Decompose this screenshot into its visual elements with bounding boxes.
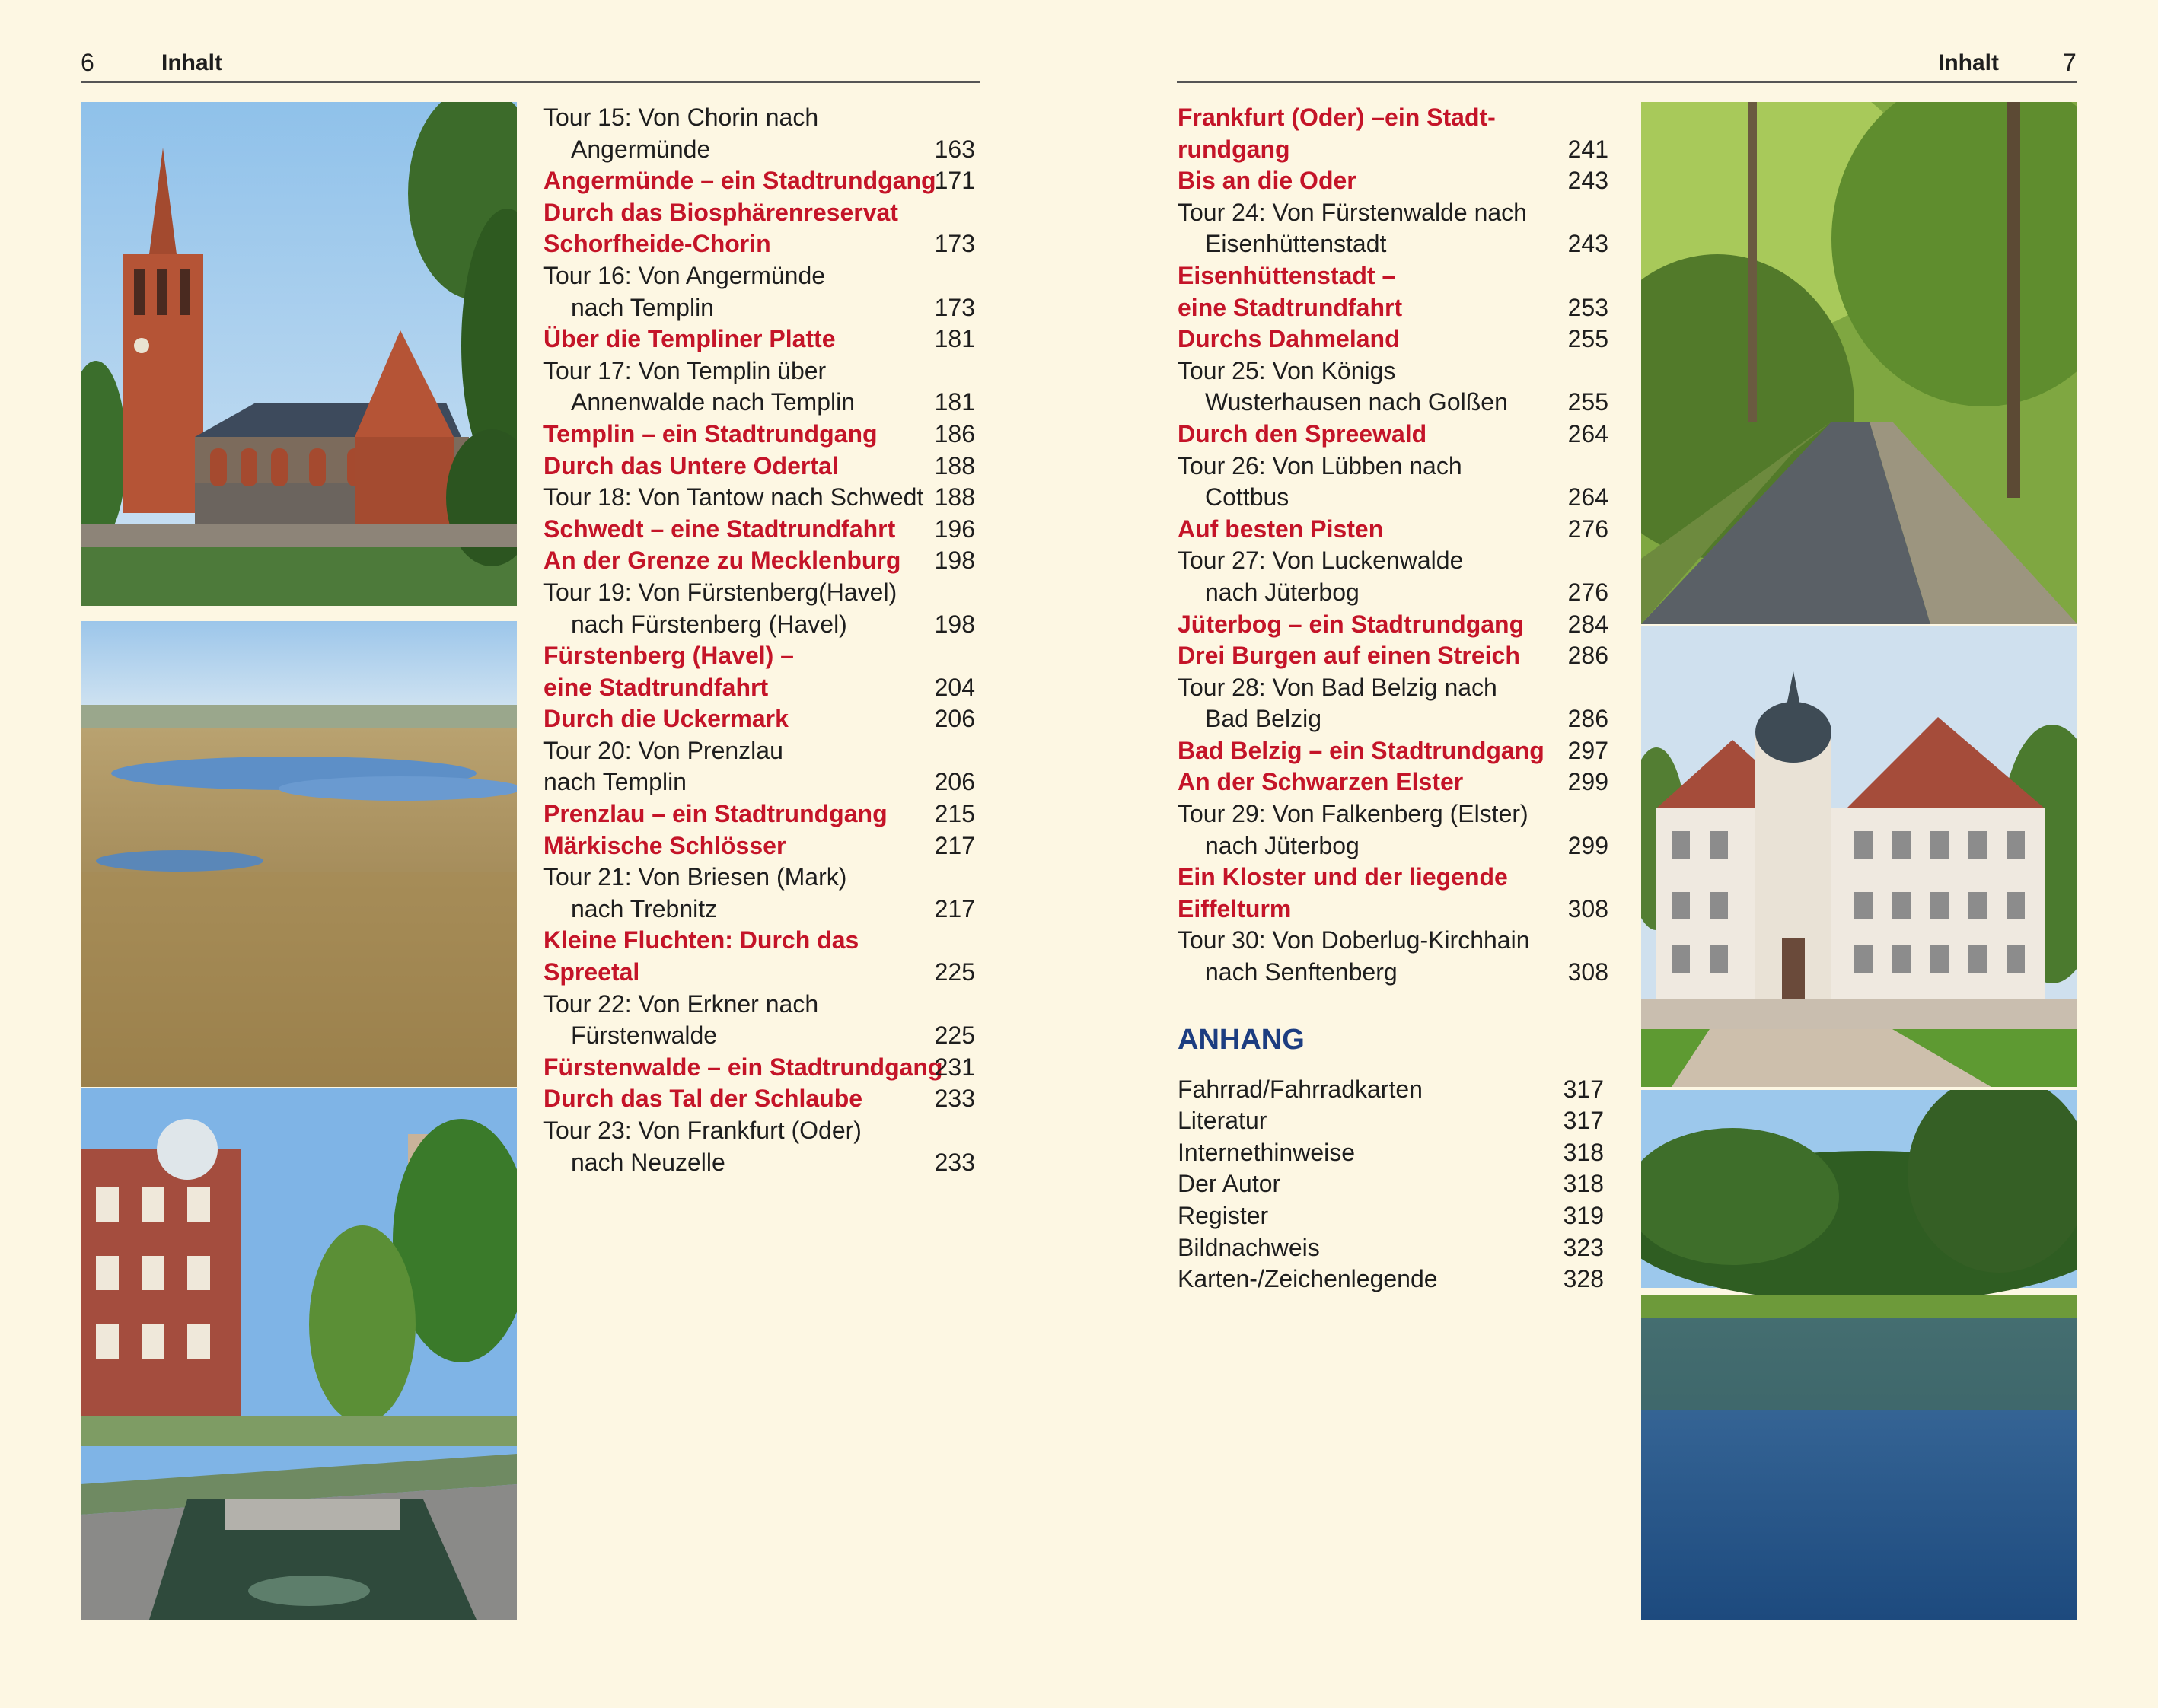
church-photo	[81, 102, 517, 606]
toc-page-number: 255	[1567, 388, 1608, 416]
toc-entry-title: Auf besten Pisten	[1178, 515, 1384, 543]
toc-entry-title: Fürstenwalde – ein Stadtrundgang	[543, 1053, 943, 1081]
toc-page-number: 233	[934, 1148, 975, 1176]
toc-entry-title: Tour 20: Von Prenzlau	[543, 736, 783, 764]
toc-entry	[1178, 102, 1608, 165]
toc-line	[543, 1083, 975, 1115]
toc-entry-title: Durch das Untere Odertal	[543, 451, 839, 480]
toc-page-number: 231	[934, 1053, 975, 1081]
toc-entry-title: Durch das Biosphärenreservat	[543, 198, 898, 226]
toc-entry-title: Tour 21: Von Briesen (Mark)	[543, 863, 847, 891]
toc-entry-title: Tour 24: Von Fürstenwalde nach	[1178, 198, 1527, 226]
right-page-header: Inhalt	[1938, 50, 1999, 75]
toc-line	[543, 323, 975, 355]
toc-page-number: 206	[934, 705, 975, 733]
toc-entry-title: nach Fürstenberg (Havel)	[571, 610, 847, 638]
toc-entry-title: Prenzlau – ein Stadtrundgang	[543, 800, 888, 828]
toc-page-number: 217	[934, 831, 975, 859]
toc-entry	[543, 577, 975, 640]
toc-page-number: 299	[1567, 831, 1608, 859]
toc-page-number: 243	[1567, 230, 1608, 258]
toc-entry-title: rundgang	[1178, 135, 1290, 163]
toc-line	[1178, 798, 1608, 830]
toc-line	[543, 862, 975, 894]
toc-page-number: 173	[934, 293, 975, 321]
toc-line	[543, 545, 975, 577]
toc-entry	[1178, 640, 1608, 672]
appendix-item-page: 318	[1563, 1170, 1604, 1198]
forest-path-photo	[1641, 102, 2077, 624]
toc-line	[1178, 640, 1608, 672]
toc-entry-title: nach Jüterbog	[1205, 831, 1360, 859]
toc-entry	[543, 260, 975, 323]
toc-entry	[543, 323, 975, 355]
right-toc	[1178, 102, 1608, 1295]
appendix-item-label: Literatur	[1178, 1107, 1267, 1135]
toc-entry-title: Schorfheide-Chorin	[543, 230, 771, 258]
toc-line	[543, 672, 975, 704]
toc-entry-title: Eisenhüttenstadt	[1205, 230, 1387, 258]
toc-line	[543, 292, 975, 324]
toc-entry	[543, 703, 975, 735]
appendix-item-page: 317	[1563, 1107, 1604, 1135]
appendix-item-label: Karten-/Zeichenlegende	[1178, 1265, 1438, 1293]
toc-line	[543, 482, 975, 514]
appendix-item-label: Internethinweise	[1178, 1138, 1356, 1166]
toc-line	[543, 355, 975, 387]
toc-entry-title: nach Neuzelle	[571, 1148, 725, 1176]
toc-entry-title: An der Grenze zu Mecklenburg	[543, 546, 901, 575]
toc-entry-title: Kleine Fluchten: Durch das	[543, 926, 859, 954]
toc-entry	[1178, 260, 1608, 323]
toc-entry	[1178, 514, 1608, 546]
toc-entry-title: eine Stadtrundfahrt	[1178, 293, 1403, 321]
toc-line	[1178, 260, 1608, 292]
toc-entry	[543, 1052, 975, 1084]
toc-entry	[1178, 419, 1608, 451]
toc-page-number: 308	[1567, 958, 1608, 986]
right-page-number: 7	[2063, 49, 2077, 76]
toc-line	[1178, 894, 1608, 926]
toc-page-number: 204	[934, 673, 975, 701]
toc-entry	[543, 514, 975, 546]
toc-page-number: 286	[1567, 642, 1608, 670]
toc-entry-title: Tour 18: Von Tantow nach Schwedt	[543, 483, 924, 511]
toc-page-number: 255	[1567, 325, 1608, 353]
toc-page-number: 186	[934, 419, 975, 448]
toc-line	[543, 451, 975, 483]
appendix-item	[1178, 1168, 1608, 1200]
toc-line	[543, 197, 975, 229]
toc-entry	[1178, 766, 1608, 798]
appendix-title: ANHANG	[1178, 1023, 1305, 1056]
toc-entry	[543, 989, 975, 1052]
toc-entry-title: Ein Kloster und der liegende	[1178, 863, 1508, 891]
toc-entry	[543, 165, 975, 197]
toc-entry	[543, 862, 975, 925]
toc-page-number: 196	[934, 515, 975, 543]
toc-line	[1178, 609, 1608, 641]
toc-page-number: 198	[934, 546, 975, 575]
toc-entry-title: Tour 19: Von Fürstenberg(Havel)	[543, 578, 897, 606]
toc-line	[1178, 102, 1608, 134]
toc-entry	[543, 735, 975, 798]
toc-entry-title: nach Senftenberg	[1205, 958, 1398, 986]
toc-entry	[1178, 925, 1608, 988]
right-header-rule	[1177, 81, 2077, 83]
toc-page-number: 297	[1567, 736, 1608, 764]
toc-entry	[1178, 545, 1608, 608]
toc-entry	[543, 545, 975, 577]
toc-line	[1178, 134, 1608, 166]
toc-line	[1178, 672, 1608, 704]
toc-entry-title: Schwedt – eine Stadtrundfahrt	[543, 515, 896, 543]
appendix-item-page: 319	[1563, 1202, 1604, 1229]
toc-entry	[543, 355, 975, 419]
toc-page-number: 217	[934, 894, 975, 923]
toc-line	[543, 102, 975, 134]
toc-page-number: 253	[1567, 293, 1608, 321]
toc-entry	[543, 925, 975, 988]
toc-line	[1178, 766, 1608, 798]
town-canal-photo	[81, 1088, 517, 1620]
toc-entry-title: Wusterhausen nach Golßen	[1205, 388, 1508, 416]
toc-line	[1178, 545, 1608, 577]
appendix-item	[1178, 1137, 1608, 1169]
toc-entry-title: Bad Belzig – ein Stadtrundgang	[1178, 736, 1544, 764]
toc-line	[543, 925, 975, 957]
toc-entry-title: Drei Burgen auf einen Streich	[1178, 642, 1520, 670]
toc-entry-title: Tour 27: Von Luckenwalde	[1178, 546, 1464, 575]
toc-entry-title: Tour 17: Von Templin über	[543, 356, 827, 384]
toc-entry	[543, 482, 975, 514]
toc-entry-title: Tour 16: Von Angermünde	[543, 261, 826, 289]
toc-page-number: 215	[934, 800, 975, 828]
toc-entry-title: An der Schwarzen Elster	[1178, 768, 1464, 796]
toc-entry	[543, 640, 975, 703]
toc-page-number: 225	[934, 958, 975, 986]
castle-photo	[1641, 626, 2077, 1087]
lake-photo	[1641, 1090, 2077, 1620]
toc-entry-title: Tour 15: Von Chorin nach	[543, 104, 819, 131]
toc-page-number: 308	[1567, 894, 1608, 923]
appendix-item-label: Register	[1178, 1202, 1269, 1229]
toc-entry	[1178, 451, 1608, 514]
toc-line	[543, 766, 975, 798]
toc-line	[1178, 862, 1608, 894]
toc-page-number: 206	[934, 768, 975, 796]
toc-entry	[543, 197, 975, 260]
toc-line	[543, 703, 975, 735]
toc-page-number: 198	[934, 610, 975, 638]
toc-line	[1178, 514, 1608, 546]
toc-line	[1178, 165, 1608, 197]
toc-line	[543, 1115, 975, 1147]
toc-page-number: 284	[1567, 610, 1608, 638]
toc-entry-title: Tour 22: Von Erkner nach	[543, 989, 819, 1018]
toc-entry	[1178, 672, 1608, 735]
toc-entry-title: Durch die Uckermark	[543, 705, 789, 733]
toc-line	[1178, 451, 1608, 483]
left-page-number: 6	[81, 49, 94, 76]
left-header-rule	[81, 81, 980, 83]
toc-line	[543, 134, 975, 166]
toc-entry-title: Jüterbog – ein Stadtrundgang	[1178, 610, 1525, 638]
toc-entry	[1178, 609, 1608, 641]
toc-entry-title: Durchs Dahmeland	[1178, 325, 1400, 353]
toc-line	[543, 957, 975, 989]
toc-entry-title: Tour 23: Von Frankfurt (Oder)	[543, 1117, 862, 1144]
toc-entry	[543, 1083, 975, 1115]
toc-page-number: 171	[934, 167, 975, 195]
toc-line	[543, 830, 975, 862]
toc-entry-title: Annenwalde nach Templin	[571, 388, 855, 416]
toc-entry	[1178, 355, 1608, 419]
toc-entry-title: Durch den Spreewald	[1178, 419, 1427, 448]
toc-entry-title: nach Trebnitz	[571, 894, 718, 923]
appendix-item	[1178, 1074, 1608, 1106]
toc-entry	[1178, 862, 1608, 925]
toc-line	[543, 260, 975, 292]
toc-page-number: 276	[1567, 515, 1608, 543]
toc-line	[543, 989, 975, 1021]
left-toc	[543, 102, 975, 1178]
toc-entry-title: Fürstenberg (Havel) –	[543, 642, 794, 670]
toc-entry-title: Eisenhüttenstadt –	[1178, 261, 1396, 289]
toc-line	[543, 1052, 975, 1084]
toc-entry-title: nach Templin	[543, 768, 687, 796]
appendix-item	[1178, 1200, 1608, 1232]
appendix-item-page: 328	[1563, 1265, 1604, 1293]
toc-entry	[543, 1115, 975, 1178]
toc-entry-title: Cottbus	[1205, 483, 1289, 511]
toc-line	[543, 798, 975, 830]
toc-line	[543, 228, 975, 260]
toc-entry	[1178, 165, 1608, 197]
toc-line	[1178, 228, 1608, 260]
toc-entry-title: Angermünde	[571, 135, 711, 163]
toc-entry	[543, 102, 975, 165]
toc-line	[543, 165, 975, 197]
toc-line	[543, 577, 975, 609]
toc-entry-title: Durch das Tal der Schlaube	[543, 1085, 863, 1113]
toc-entry-title: Tour 25: Von Königs	[1178, 356, 1396, 384]
toc-entry-title: Märkische Schlösser	[543, 831, 786, 859]
toc-entry-title: Tour 30: Von Doberlug-Kirchhain	[1178, 926, 1530, 954]
toc-line	[1178, 355, 1608, 387]
toc-entry-title: nach Jüterbog	[1205, 578, 1360, 606]
toc-page-number: 173	[934, 230, 975, 258]
toc-entry	[543, 798, 975, 830]
toc-entry	[543, 419, 975, 451]
toc-line	[1178, 387, 1608, 419]
toc-line	[543, 419, 975, 451]
appendix-item-page: 318	[1563, 1138, 1604, 1166]
toc-entry	[1178, 735, 1608, 767]
toc-page-number: 264	[1567, 419, 1608, 448]
toc-line	[1178, 957, 1608, 989]
appendix-item-label: Der Autor	[1178, 1170, 1281, 1198]
toc-entry-title: Bis an die Oder	[1178, 167, 1356, 195]
toc-line	[543, 1020, 975, 1052]
toc-line	[543, 1147, 975, 1179]
appendix-item-page: 323	[1563, 1233, 1604, 1261]
toc-entry-title: Frankfurt (Oder) –ein Stadt-	[1178, 104, 1496, 131]
toc-entry	[1178, 323, 1608, 355]
left-page-header: Inhalt	[161, 50, 222, 75]
toc-line	[1178, 292, 1608, 324]
toc-entry-title: Tour 26: Von Lübben nach	[1178, 451, 1462, 480]
appendix-item	[1178, 1263, 1608, 1295]
wetland-photo	[81, 621, 517, 1087]
toc-page-number: 181	[934, 325, 975, 353]
appendix-item-label: Bildnachweis	[1178, 1233, 1320, 1261]
toc-entry	[1178, 798, 1608, 862]
toc-entry-title: Eiffelturm	[1178, 894, 1292, 923]
toc-entry-title: Bad Belzig	[1205, 705, 1321, 733]
toc-line	[543, 387, 975, 419]
toc-line	[1178, 577, 1608, 609]
toc-line	[1178, 323, 1608, 355]
toc-line	[543, 640, 975, 672]
toc-line	[543, 735, 975, 767]
appendix-item	[1178, 1232, 1608, 1264]
appendix-item-label: Fahrrad/Fahrradkarten	[1178, 1075, 1423, 1103]
toc-entry-title: Über die Templiner Platte	[543, 325, 836, 353]
toc-entry-title: Tour 29: Von Falkenberg (Elster)	[1178, 800, 1528, 828]
toc-page-number: 241	[1567, 135, 1608, 163]
toc-line	[543, 894, 975, 926]
toc-line	[1178, 482, 1608, 514]
toc-page-number: 233	[934, 1085, 975, 1113]
toc-page-number: 286	[1567, 705, 1608, 733]
appendix-item	[1178, 1105, 1608, 1137]
toc-page-number: 188	[934, 483, 975, 511]
toc-page-number: 276	[1567, 578, 1608, 606]
toc-entry-title: Fürstenwalde	[571, 1021, 718, 1050]
toc-line	[1178, 830, 1608, 862]
toc-page-number: 181	[934, 388, 975, 416]
toc-entry-title: Spreetal	[543, 958, 640, 986]
toc-line	[1178, 735, 1608, 767]
toc-line	[1178, 419, 1608, 451]
toc-entry	[543, 830, 975, 862]
toc-entry-title: Angermünde – ein Stadtrundgang	[543, 167, 936, 195]
toc-line	[543, 609, 975, 641]
toc-entry-title: Tour 28: Von Bad Belzig nach	[1178, 673, 1497, 701]
toc-page-number: 188	[934, 451, 975, 480]
toc-entry	[1178, 197, 1608, 260]
toc-entry	[543, 451, 975, 483]
toc-page-number: 299	[1567, 768, 1608, 796]
toc-page-number: 264	[1567, 483, 1608, 511]
toc-entry-title: Templin – ein Stadtrundgang	[543, 419, 878, 448]
toc-line	[1178, 925, 1608, 957]
toc-entry-title: eine Stadtrundfahrt	[543, 673, 769, 701]
toc-entry-title: nach Templin	[571, 293, 714, 321]
toc-line	[543, 514, 975, 546]
toc-line	[1178, 703, 1608, 735]
toc-page-number: 225	[934, 1021, 975, 1050]
toc-page-number: 163	[934, 135, 975, 163]
toc-line	[1178, 197, 1608, 229]
toc-page-number: 243	[1567, 167, 1608, 195]
appendix-item-page: 317	[1563, 1075, 1604, 1103]
